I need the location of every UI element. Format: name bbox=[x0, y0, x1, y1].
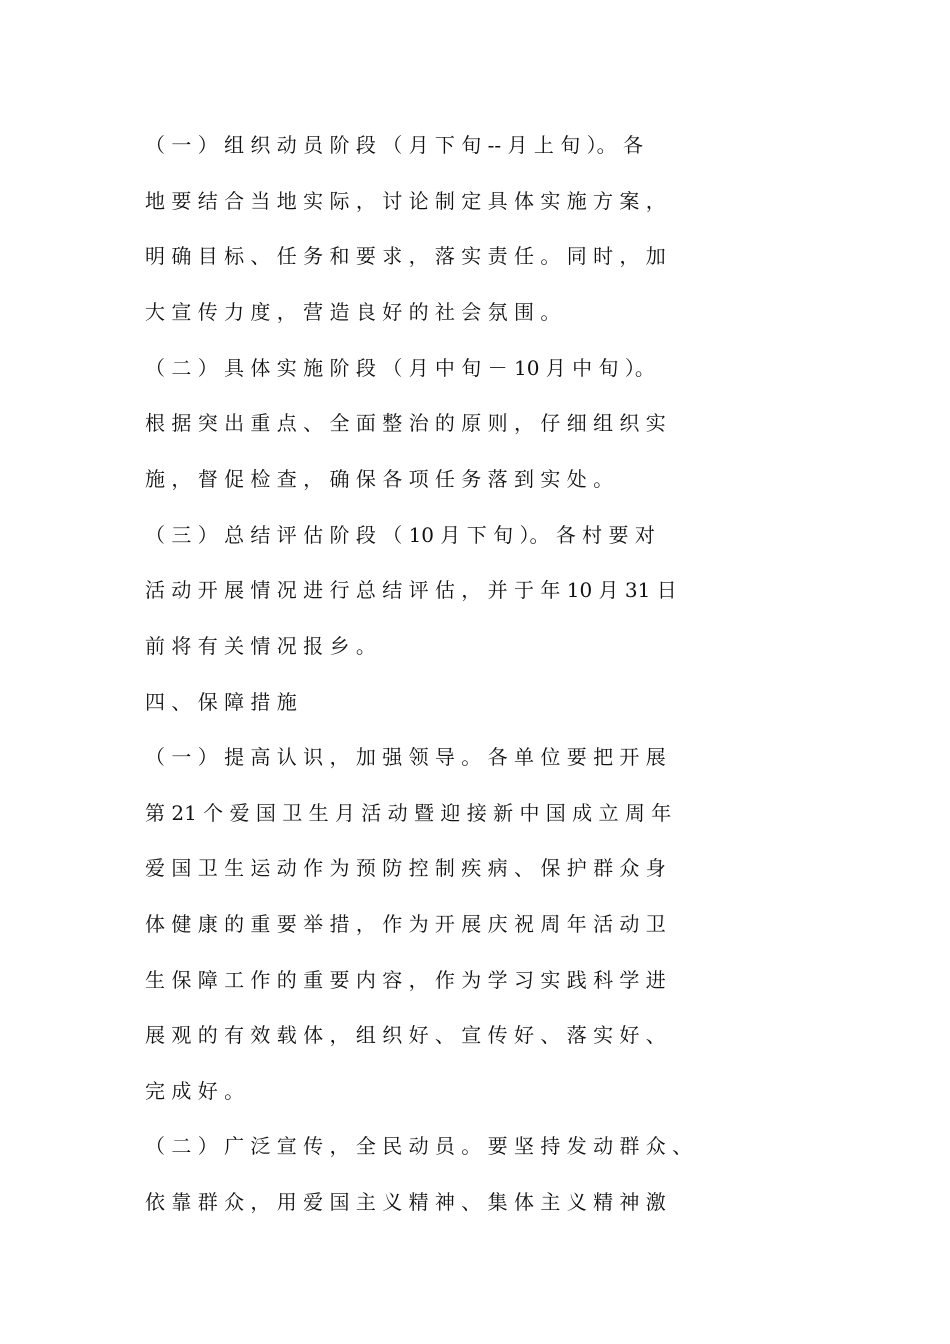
text-line: 生 保 障 工 作 的 重 要 内 容 ， 作 为 学 习 实 践 科 学 进 bbox=[145, 968, 666, 992]
section-heading: 四 、 保 障 措 施 bbox=[145, 690, 297, 714]
text-line: （ 三 ） 总 结 评 估 阶 段 （ 10 月 下 旬 ）。 各 村 要 对 bbox=[145, 523, 655, 547]
text-line: 体 健 康 的 重 要 举 措 ， 作 为 开 展 庆 祝 周 年 活 动 卫 bbox=[145, 912, 666, 936]
text-line: 施 ， 督 促 检 查 ， 确 保 各 项 任 务 落 到 实 处 。 bbox=[145, 467, 614, 491]
text-line: 地 要 结 合 当 地 实 际 ， 讨 论 制 定 具 体 实 施 方 案 ， bbox=[145, 189, 666, 213]
text-line: 完 成 好 。 bbox=[145, 1079, 245, 1103]
text-line: 展 观 的 有 效 载 体 ， 组 织 好 、 宣 传 好 、 落 实 好 、 bbox=[145, 1023, 666, 1047]
text-line: （ 一 ） 组 织 动 员 阶 段 （ 月 下 旬 -- 月 上 旬 ）。 各 bbox=[145, 133, 643, 157]
text-line: （ 二 ） 广 泛 宣 传 ， 全 民 动 员 。 要 坚 持 发 动 群 众 、 bbox=[145, 1134, 693, 1158]
text-line: 活 动 开 展 情 况 进 行 总 结 评 估 ， 并 于 年 10 月 31 日 bbox=[145, 578, 677, 602]
text-line: 第 21 个 爱 国 卫 生 月 活 动 暨 迎 接 新 中 国 成 立 周 年 bbox=[145, 801, 672, 825]
text-line: 明 确 目 标 、 任 务 和 要 求 ， 落 实 责 任 。 同 时 ， 加 bbox=[145, 244, 666, 268]
text-line: （ 一 ） 提 高 认 识 ， 加 强 领 导 。 各 单 位 要 把 开 展 bbox=[145, 745, 666, 769]
text-line: 爱 国 卫 生 运 动 作 为 预 防 控 制 疾 病 、 保 护 群 众 身 bbox=[145, 856, 666, 880]
text-line: （ 二 ） 具 体 实 施 阶 段 （ 月 中 旬 － 10 月 中 旬 ）。 bbox=[145, 356, 655, 380]
text-line: 大 宣 传 力 度 ， 营 造 良 好 的 社 会 氛 围 。 bbox=[145, 300, 561, 324]
text-line: 根 据 突 出 重 点 、 全 面 整 治 的 原 则 ， 仔 细 组 织 实 bbox=[145, 411, 666, 435]
text-line: 前 将 有 关 情 况 报 乡 。 bbox=[145, 634, 376, 658]
text-line: 依 靠 群 众 ， 用 爱 国 主 义 精 神 、 集 体 主 义 精 神 激 bbox=[145, 1190, 666, 1214]
